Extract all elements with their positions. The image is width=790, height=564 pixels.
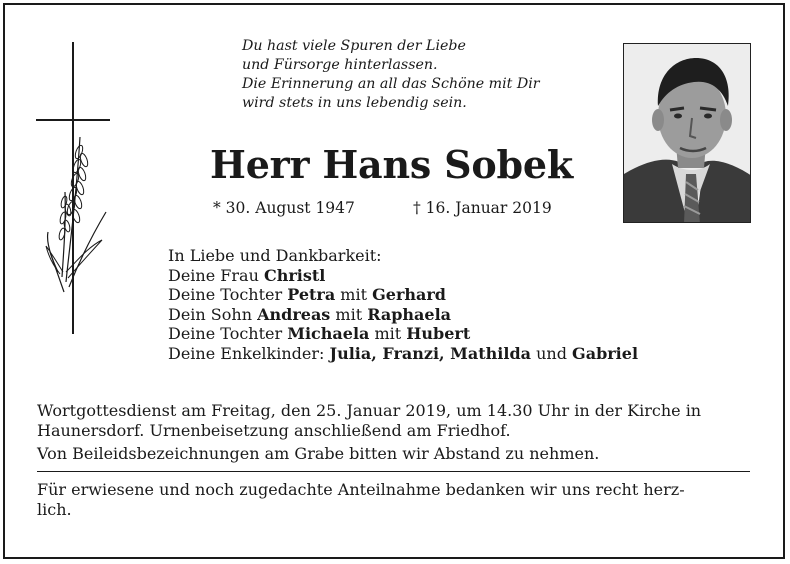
family-list (168, 246, 638, 363)
closing-thanks (37, 480, 755, 520)
relation-label: Deine Frau (168, 265, 264, 285)
family-line-wife (168, 266, 638, 286)
family-member-name: Christl (263, 265, 326, 285)
relation-label: Deine Enkelkinder: (168, 343, 330, 363)
poem-line: und Fürsorge hinterlassen. (242, 57, 438, 73)
poem-line: Du hast viele Spuren der Liebe (242, 38, 466, 54)
relation-label: Dein Sohn (168, 304, 258, 324)
divider (37, 471, 750, 472)
family-member-name: Michaela (287, 324, 370, 343)
family-member-name: Andreas (257, 304, 331, 324)
life-dates (213, 199, 552, 217)
portrait-image (624, 44, 751, 223)
service-line: Haunersdorf. Urnenbeisetzung anschließend am Friedhof. (37, 421, 511, 440)
connector-text: mit (335, 285, 373, 304)
poem-line: wird stets in uns lebendig sein. (242, 95, 467, 111)
family-member-name: Julia, Franzi, Mathilda (329, 343, 531, 363)
cross-with-wheat-icon (36, 42, 116, 337)
poem-line: Die Erinnerung an all das Schöne mit Dir (242, 76, 540, 92)
family-line-son (168, 305, 638, 325)
family-member-name: Hubert (406, 324, 471, 343)
family-member-name: Gabriel (572, 343, 639, 363)
family-member-name: Petra (287, 285, 336, 304)
portrait-photo (623, 43, 751, 223)
closing-line: lich. (37, 500, 72, 519)
connector-text: und (531, 343, 573, 363)
relation-label: Deine Tochter (168, 324, 288, 343)
memorial-poem (242, 37, 602, 113)
family-member-name: Raphaela (367, 304, 452, 324)
thanks-intro: In Liebe und Dankbarkeit: (168, 246, 382, 265)
closing-line: Für erwiesene und noch zugedachte Anteilnahme bedanken wir uns recht herz- (37, 480, 685, 499)
death-date: † 16. Januar 2019 (413, 199, 552, 217)
relation-label: Deine Tochter (168, 285, 288, 304)
service-line: Wortgottesdienst am Freitag, den 25. Januar 2019, um 14.30 Uhr in der Kirche in (37, 401, 702, 420)
service-line: Von Beileidsbezeichnungen am Grabe bitten wir Abstand zu nehmen. (37, 444, 600, 463)
family-line-daughter (168, 285, 638, 305)
service-info (37, 401, 757, 464)
family-line-daughter (168, 324, 638, 344)
family-line-grandchildren (168, 344, 638, 364)
connector-text: mit (330, 304, 368, 324)
deceased-name: Herr Hans Sobek (210, 142, 573, 187)
family-member-name: Gerhard (372, 285, 446, 304)
birth-date: * 30. August 1947 (213, 199, 355, 217)
connector-text: mit (369, 324, 407, 343)
